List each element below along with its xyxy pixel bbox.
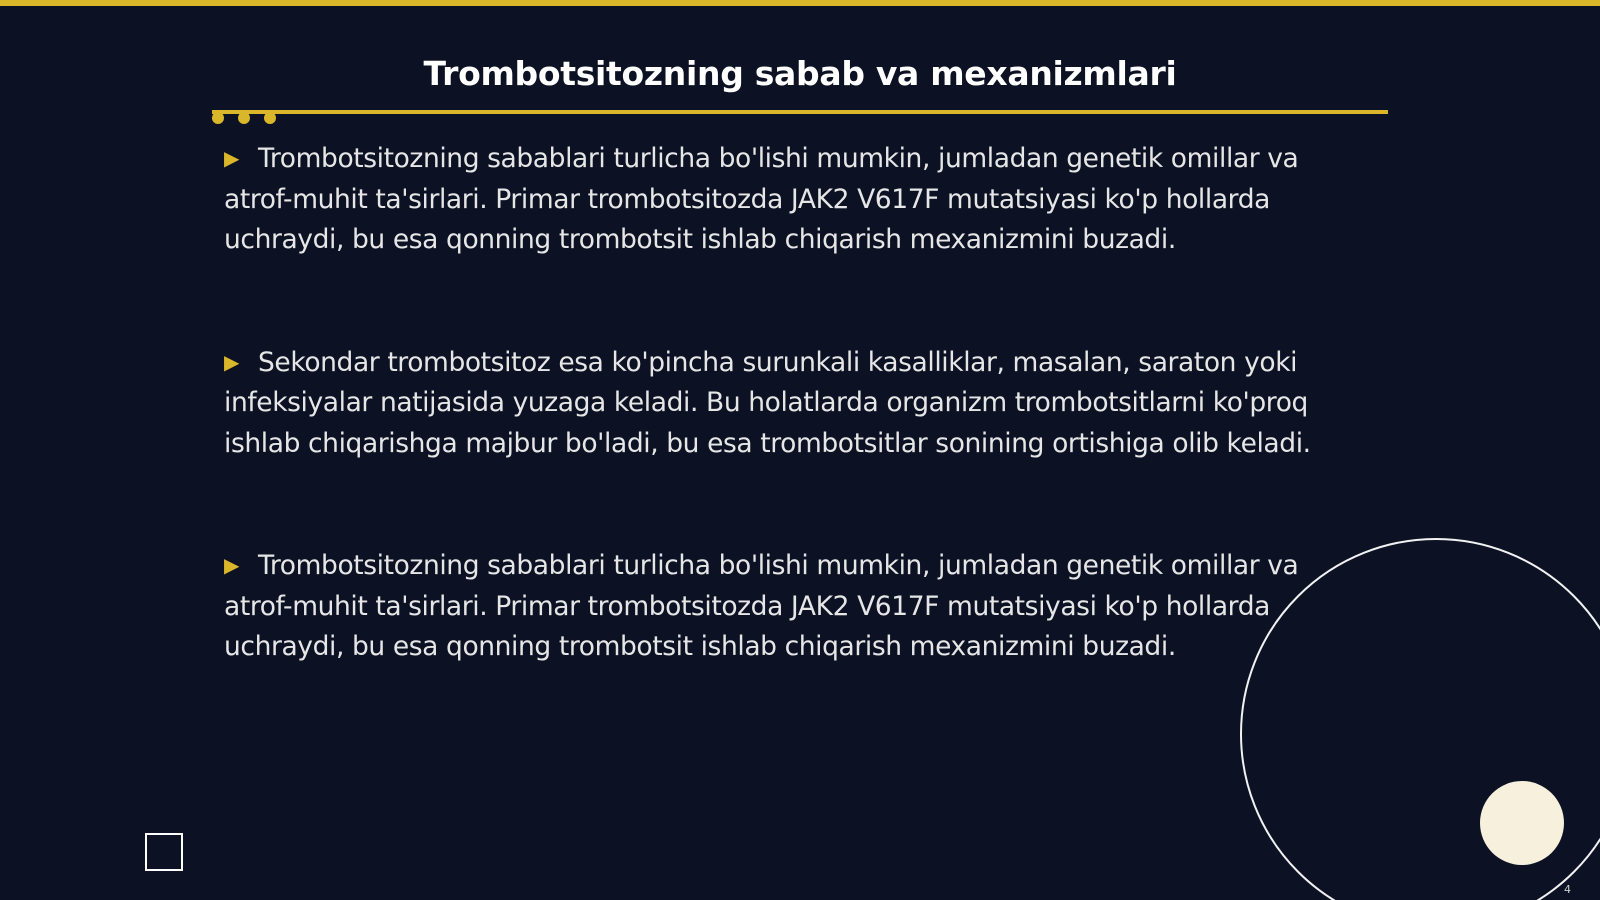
decorative-circle-filled	[1480, 781, 1564, 865]
triangle-right-icon: ▶	[224, 146, 239, 170]
dot-icon	[238, 112, 250, 124]
paragraph-1	[224, 138, 1364, 261]
paragraph-text: Sekondar trombotsitoz esa ko'pincha surunkali kasalliklar, masalan, saraton yoki infeksiyalar natijasida yuzaga keladi. Bu holatlarda organizm trombotsitlarni ko'proq ishlab chiqarishga majbur bo'ladi, bu esa trombotsitlar sonining ortishiga olib keladi.	[224, 346, 1311, 459]
dot-icon	[264, 112, 276, 124]
paragraph-2	[224, 342, 1364, 465]
slide-title: Trombotsitozning sabab va mexanizmlari	[423, 54, 1177, 93]
decorative-square	[145, 833, 183, 871]
title-underline	[212, 110, 1388, 114]
page-number: 4	[1564, 883, 1571, 896]
paragraph-text: Trombotsitozning sabablari turlicha bo'lishi mumkin, jumladan genetik omillar va atrof-muhit ta'sirlari. Primar trombotsitozda JAK2 V617F mutatsiyasi ko'p hollarda uchraydi, bu esa qonning trombotsit ishlab chiqarish mexanizmini buzadi.	[224, 143, 1299, 255]
paragraph-3	[224, 545, 1364, 668]
triangle-right-icon: ▶	[224, 553, 239, 577]
content-body	[224, 138, 1364, 749]
triangle-right-icon: ▶	[224, 349, 239, 374]
top-accent-bar	[0, 0, 1600, 6]
dot-icon	[212, 112, 224, 124]
paragraph-text: Trombotsitozning sabablari turlicha bo'lishi mumkin, jumladan genetik omillar va atrof-muhit ta'sirlari. Primar trombotsitozda JAK2 V617F mutatsiyasi ko'p hollarda uchraydi, bu esa qonning trombotsit ishlab chiqarish mexanizmini buzadi.	[224, 550, 1299, 662]
